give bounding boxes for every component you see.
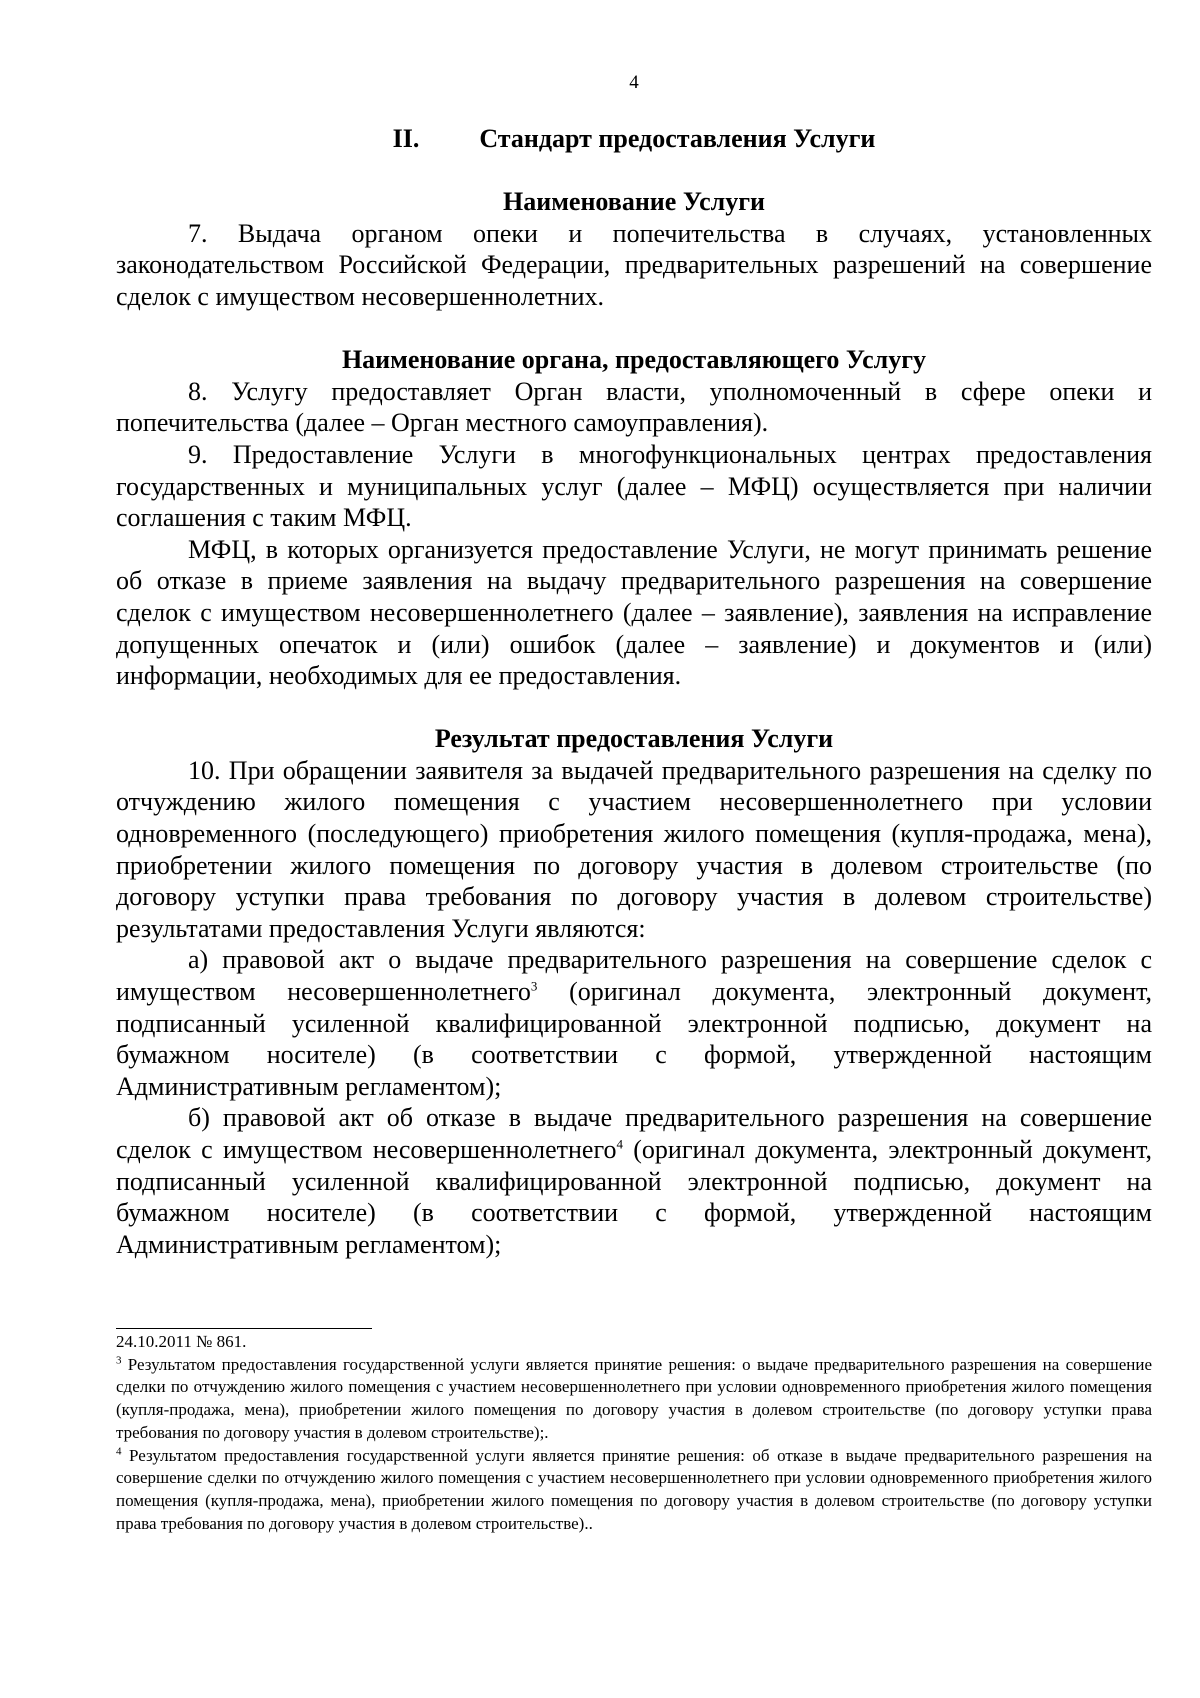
footnote-3: [116, 1354, 1152, 1445]
paragraph-7: 7. Выдача органом опеки и попечительства в случаях, установленных законодательством Российской Федерации, предварительных разрешений на совершение сделок с имуществом несовершеннолетних.: [116, 218, 1152, 311]
chapter-numeral: II.: [392, 124, 420, 153]
footnote-4: [116, 1445, 1152, 1536]
spacer: [116, 155, 1152, 187]
section-heading-result: Результат предоставления Услуги: [434, 724, 834, 754]
spacer: [116, 313, 1152, 345]
paragraph-9: 9. Предоставление Услуги в многофункциональных центрах предоставления государственных и муниципальных услуг (далее – МФЦ) осуществляется при наличии соглашения с таким МФЦ.: [116, 439, 1152, 533]
paragraph-a-text-cont: (оригинал документа, электронный документ, подписанный усиленной квалифицированной электронной подписью, документ на бумажном носителе) (в соответствии с формой, утвержденной настоящим Административным регламентом);: [116, 977, 1153, 1101]
footnote-separator: [116, 1328, 372, 1329]
chapter-title: [116, 123, 1152, 155]
document-body: [116, 123, 1152, 1260]
footnote-ref-3[interactable]: 3: [530, 978, 538, 994]
paragraph-b-text: б) правовой акт об отказе в выдаче предварительного разрешения на совершение сделок с имуществом несовершеннолетнего: [116, 1103, 1152, 1164]
footnotes: [116, 1331, 1152, 1535]
paragraph-10: 10. При обращении заявителя за выдачей предварительного разрешения на сделку по отчуждению жилого помещения с участием несовершеннолетнего при условии одновременного (последующего) приобретения жилого помещения (купля-продажа, мена), приобретении жилого помещения по договору участия в долевом строительстве (по договору уступки права требования по договору участия в долевом строительстве) результатами предоставления Услуги являются:: [116, 755, 1152, 943]
section-heading-provider: Наименование органа, предоставляющего Услугу: [341, 345, 927, 375]
footnote-mark-3: 3: [116, 1354, 122, 1367]
footnote-mark-4: 4: [116, 1444, 122, 1457]
paragraph-b: [116, 1102, 1152, 1260]
paragraph-a: [116, 944, 1152, 1102]
paragraph-mfc: МФЦ, в которых организуется предоставление Услуги, не могут принимать решение об отказе в приеме заявления на выдачу предварительного разрешения на совершение сделок с имуществом несовершеннолетнего (далее – заявление), заявления на исправление допущенных опечаток и (или) ошибок (далее – заявление) и документов и (или) информации, необходимых для ее предоставления.: [116, 534, 1152, 691]
page-number: 4: [629, 72, 639, 93]
section-heading-service-name: Наименование Услуги: [502, 187, 766, 217]
footnote-carryover: 24.10.2011 № 861.: [116, 1332, 247, 1351]
chapter-title-text: Стандарт предоставления Услуги: [479, 124, 876, 153]
spacer: [116, 692, 1152, 724]
footnote-ref-4[interactable]: 4: [616, 1136, 623, 1152]
footnote-3-text: Результатом предоставления государственной услуги является принятие решения: о выдаче предварительного разрешения на совершение сделки по отчуждению жилого помещения с участием несовершеннолетнего при условии одновременного приобретения жилого помещения (купля-продажа, мена), приобретении жилого помещения по договору участия в долевом строительстве (по договору уступки права требования по договору участия в долевом строительстве);.: [116, 1354, 1152, 1442]
paragraph-a-text: а) правовой акт о выдаче предварительного разрешения на совершение сделок с имуществом несовершеннолетнего: [116, 945, 1152, 1007]
paragraph-b-text-cont: (оригинал документа, электронный документ, подписанный усиленной квалифицированной электронной подписью, документ на бумажном носителе) (в соответствии с формой, утвержденной настоящим Административным регламентом);: [116, 1135, 1152, 1259]
paragraph-8: 8. Услугу предоставляет Орган власти, уполномоченный в сфере опеки и попечительства (далее – Орган местного самоуправления).: [116, 376, 1152, 438]
footnote-4-text: Результатом предоставления государственной услуги является принятие решения: об отказе в выдаче предварительного разрешения на совершение сделки по отчуждению жилого помещения с участием несовершеннолетнего при условии одновременного приобретения жилого помещения (купля-продажа, мена), приобретении жилого помещения по договору участия в долевом строительстве (по договору уступки права требования по договору участия в долевом строительстве)..: [116, 1445, 1152, 1533]
